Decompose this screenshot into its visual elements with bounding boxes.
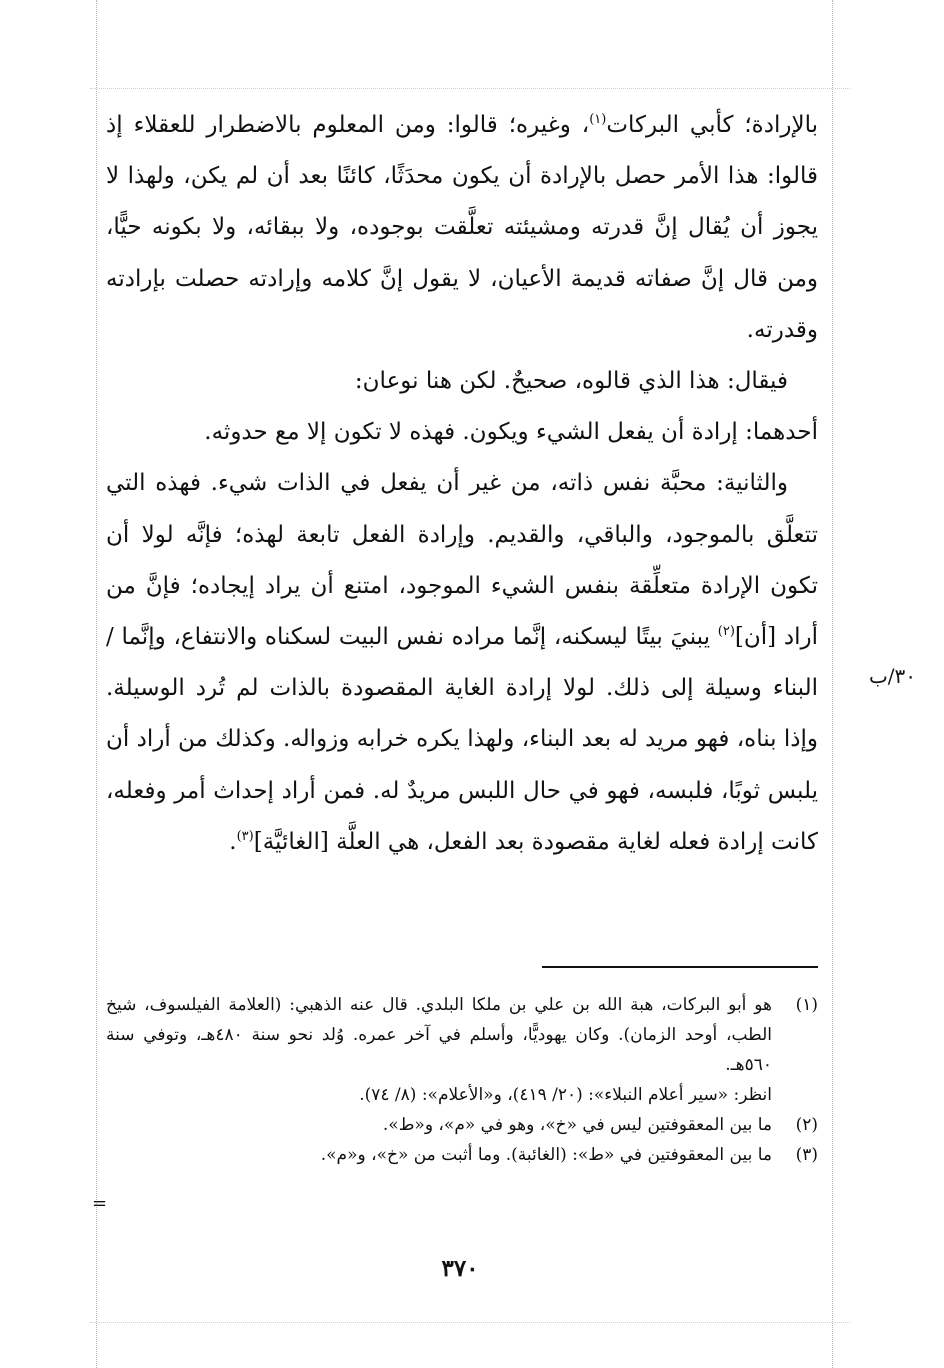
page-number: ٣٧٠ (441, 1255, 479, 1282)
paragraph-3: أحدهما: إرادة أن يفعل الشيء ويكون. فهذه لا تكون إلا مع حدوثه. (204, 419, 818, 446)
footnote-ref-3[interactable]: (٣) (236, 828, 254, 844)
footnote-3-text: ما بين المعقوفتين في «ط»: (الغائبة). وما أثبت من «خ»، و«م». (320, 1145, 772, 1165)
paragraph-1-part-1: بالإرادة؛ كأبي البركات (606, 112, 819, 138)
footnote-ref-2[interactable]: (٢) (717, 624, 735, 640)
footnote-1-number: (١) (795, 995, 818, 1015)
continuation-mark: = (92, 1193, 108, 1214)
paragraph-4-part-3: . (229, 828, 237, 855)
paragraph-1-part-2: ، وغيره؛ قالوا: ومن المعلوم بالاضطرار للعقلاء إذ قالوا: هذا الأمر حصل بالإرادة أن يكون محدَثًا، كائنًا بعد أن لم يكن، ولهذا لا يجوز أن يُقال إنَّ قدرته ومشيئته تعلَّقت بوجوده، ولا ببقائه، ولا بكونه حيًّا، ومن قال إنَّ صفاته قديمة الأعيان، لا يقول إنَّ كلامه وإرادته حصلت بإرادته وقدرته. (106, 112, 818, 343)
paragraph-4-part-2: يبنيَ بيتًا ليسكنه، إنَّما مراده نفس البيت لسكناه والانتفاع، وإنَّما / البناء وسيلة إلى ذلك. لولا إرادة الغاية المقصودة بالذات لم تُرد الوسيلة. وإذا بناه، فهو مريد له بعد البناء، ولهذا يكره خرابه وزواله. وكذلك من أراد أن يلبس ثوبًا، فلبسه، فهو في حال اللبس مريدٌ له. فمن أراد إحداث أمر وفعله، كانت إرادة فعله لغاية مقصودة بعد الفعل، هي العلَّة [الغائيَّة] (106, 624, 818, 855)
footnote-ref-1[interactable]: (١) (589, 112, 607, 127)
bottom-guide-line (90, 1322, 850, 1323)
paragraph-4 (106, 458, 818, 868)
top-guide-line (90, 88, 850, 89)
footnote-separator (542, 966, 818, 968)
footnote-1-reference-text: انظر: «سير أعلام النبلاء»: (٢٠/ ٤١٩)، و«الأعلام»: (٨/ ٧٤). (359, 1085, 772, 1105)
footnote-1 (106, 990, 818, 1080)
footnote-2 (106, 1110, 818, 1140)
footnote-3 (106, 1140, 818, 1170)
paragraph-4-part-1: والثانية: محبَّة نفس ذاته، من غير أن يفعل في الذات شيء. فهذه التي تتعلَّق بالموجود، والباقي، والقديم. وإرادة الفعل تابعة لهذه؛ فإنَّه لولا أن تكون الإرادة متعلِّقة بنفس الشيء الموجود، امتنع أن يراد إيجاده؛ فإنَّ من أراد [أن] (106, 470, 818, 651)
left-guide-line (96, 0, 97, 1368)
paragraph-2: فيقال: هذا الذي قالوه، صحيحٌ. لكن هنا نوعان: (354, 368, 788, 395)
right-guide-line (832, 0, 833, 1368)
footnote-1-text: هو أبو البركات، هبة الله بن علي بن ملكا البلدي. قال عنه الذهبي: (العلامة الفيلسوف، شيخ الطب، أوحد الزمان). وكان يهوديًّا، وأسلم في آخر عمره. وُلد نحو سنة ٤٨٠هـ، وتوفي سنة ٥٦٠هـ. (106, 995, 772, 1075)
footnote-3-number: (٣) (795, 1145, 818, 1165)
main-text (106, 100, 818, 868)
footnotes-section (106, 990, 818, 1170)
paragraph-1 (106, 100, 818, 356)
manuscript-folio-marker: ٣٠/ب (868, 664, 916, 688)
footnote-2-number: (٢) (795, 1115, 818, 1135)
footnote-1-reference (106, 1080, 818, 1110)
footnote-2-text: ما بين المعقوفتين ليس في «خ»، وهو في «م»، و«ط». (382, 1115, 772, 1135)
